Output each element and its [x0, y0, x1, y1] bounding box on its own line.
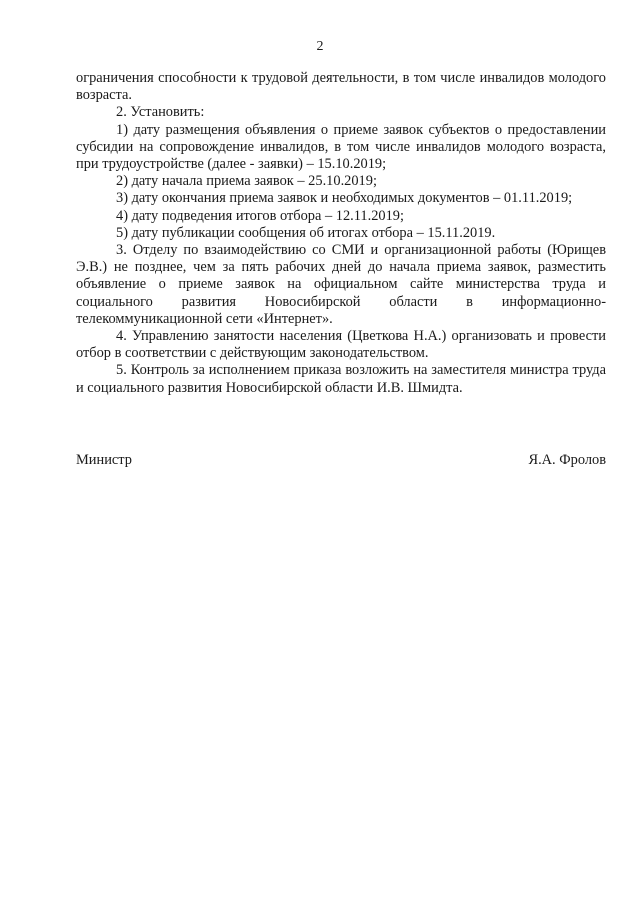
page-number: 2 — [316, 39, 324, 54]
paragraph-item-5: 5. Контроль за исполнением приказа возложить на заместителя министра труда и социального развития Новосибирской области И.В. Шмидта. — [76, 362, 606, 396]
document-body — [76, 70, 606, 397]
paragraph-subitem-4: 4) дату подведения итогов отбора – 12.11.2019; — [116, 207, 404, 224]
signatory-name: Я.А. Фролов — [528, 452, 606, 468]
signatory-position: Министр — [76, 452, 132, 468]
paragraph-item-2-heading: 2. Установить: — [116, 104, 205, 121]
paragraph-continuation: ограничения способности к трудовой деятельности, в том числе инвалидов молодого возраста. — [76, 70, 606, 104]
paragraph-subitem-3: 3) дату окончания приема заявок и необходимых документов – 01.11.2019; — [116, 190, 573, 207]
paragraph-subitem-2: 2) дату начала приема заявок – 25.10.2019; — [116, 173, 377, 190]
signature-block — [76, 451, 606, 469]
paragraph-item-4: 4. Управлению занятости населения (Цветкова Н.А.) организовать и провести отбор в соответствии с действующим законодательством. — [76, 328, 606, 362]
paragraph-item-3: 3. Отделу по взаимодействию со СМИ и организационной работы (Юрищев Э.В.) не позднее, чем за пять рабочих дней до начала приема заявок, разместить объявление о приеме заявок на официальном сайте министерства труда и социального развития Новосибирской области в информационно-телекоммуникационной сети «Интернет». — [76, 242, 606, 327]
paragraph-subitem-5: 5) дату публикации сообщения об итогах отбора – 15.11.2019. — [116, 224, 496, 241]
paragraph-subitem-1: 1) дату размещения объявления о приеме заявок субъектов о предоставлении субсидии на сопровождение инвалидов, в том числе инвалидов молодого возраста, при трудоустройстве (далее - заявки) – 15.10.2019; — [76, 121, 606, 173]
